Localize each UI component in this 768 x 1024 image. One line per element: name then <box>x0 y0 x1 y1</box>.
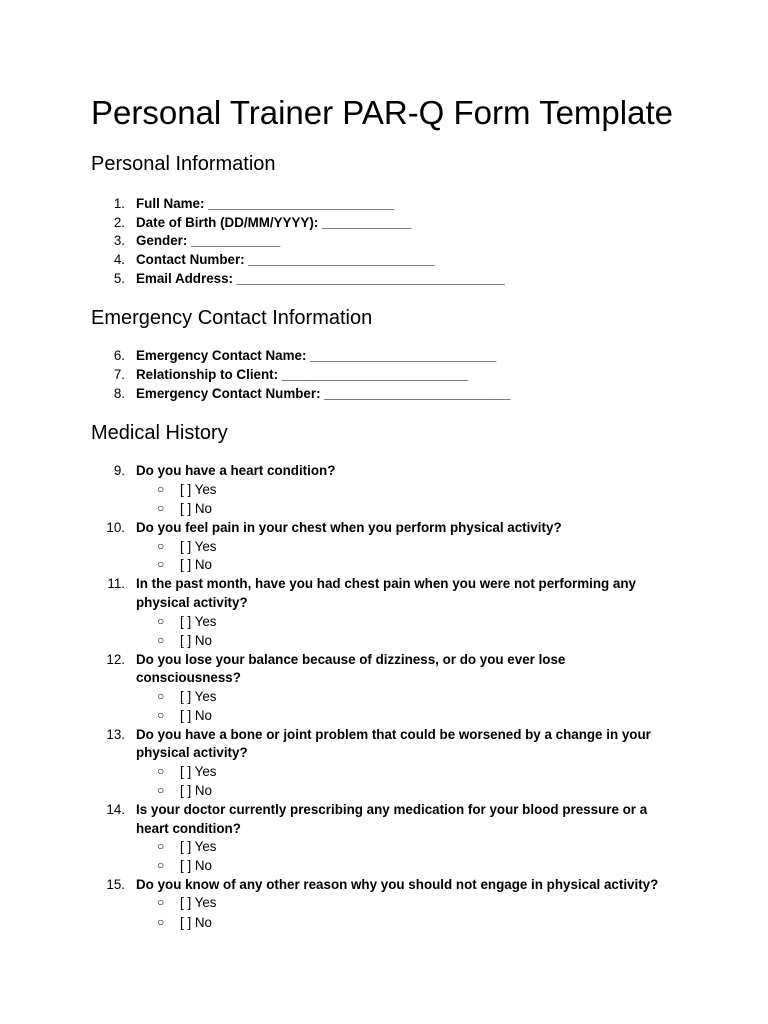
item-number: 13. <box>106 727 125 742</box>
item-number: 4. <box>113 252 125 267</box>
question-text: In the past month, have you had chest pain when you were not performing any <box>136 576 636 591</box>
question-line <box>0 725 768 744</box>
section-heading-medical: Medical History <box>91 422 228 444</box>
list-item <box>0 194 768 213</box>
item-number: 6. <box>113 348 125 363</box>
item-number: 7. <box>113 367 125 382</box>
option-yes-label[interactable]: [ ] Yes <box>180 839 217 854</box>
circle-bullet-icon: ○ <box>157 708 165 722</box>
option-no[interactable] <box>0 781 768 800</box>
section-heading-emergency: Emergency Contact Information <box>91 307 373 329</box>
item-number: 2. <box>113 215 125 230</box>
item-number: 12. <box>106 652 125 667</box>
circle-bullet-icon: ○ <box>157 764 165 778</box>
option-no-label[interactable]: [ ] No <box>180 501 212 516</box>
circle-bullet-icon: ○ <box>157 858 165 872</box>
option-no[interactable] <box>0 913 768 932</box>
option-no-label[interactable]: [ ] No <box>180 708 212 723</box>
option-yes-label[interactable]: [ ] Yes <box>180 764 217 779</box>
option-yes[interactable] <box>0 762 768 781</box>
circle-bullet-icon: ○ <box>157 895 165 909</box>
circle-bullet-icon: ○ <box>157 539 165 553</box>
question-line-continued <box>0 593 768 612</box>
question-line <box>0 574 768 593</box>
option-yes[interactable] <box>0 612 768 631</box>
option-no-label[interactable]: [ ] No <box>180 915 212 930</box>
question-text: Is your doctor currently prescribing any medication for your blood pressure or a <box>136 802 648 817</box>
question-text: Do you feel pain in your chest when you perform physical activity? <box>136 520 562 535</box>
list-item <box>0 231 768 250</box>
list-item <box>0 213 768 232</box>
option-no-label[interactable]: [ ] No <box>180 557 212 572</box>
option-no-label[interactable]: [ ] No <box>180 858 212 873</box>
page-title: Personal Trainer PAR-Q Form Template <box>91 94 673 131</box>
emergency-contact-number-field[interactable]: Emergency Contact Number: _________________________ <box>136 386 511 401</box>
circle-bullet-icon: ○ <box>157 614 165 628</box>
option-yes-label[interactable]: [ ] Yes <box>180 539 217 554</box>
item-number: 9. <box>113 463 125 478</box>
contact-number-field[interactable]: Contact Number: _________________________ <box>136 252 435 267</box>
gender-field[interactable]: Gender: ____________ <box>136 233 281 248</box>
option-yes[interactable] <box>0 537 768 556</box>
option-yes-label[interactable]: [ ] Yes <box>180 689 217 704</box>
item-number: 1. <box>113 196 125 211</box>
question-line <box>0 461 768 480</box>
relationship-field[interactable]: Relationship to Client: _________________________ <box>136 367 468 382</box>
circle-bullet-icon: ○ <box>157 482 165 496</box>
item-number: 8. <box>113 386 125 401</box>
question-text-continued: physical activity? <box>136 595 248 610</box>
question-line-continued <box>0 668 768 687</box>
option-yes-label[interactable]: [ ] Yes <box>180 614 217 629</box>
item-number: 3. <box>113 233 125 248</box>
question-text-continued: physical activity? <box>136 745 248 760</box>
option-no[interactable] <box>0 856 768 875</box>
circle-bullet-icon: ○ <box>157 915 165 929</box>
circle-bullet-icon: ○ <box>157 557 165 571</box>
list-item <box>0 346 768 365</box>
question-line-continued <box>0 819 768 838</box>
item-number: 11. <box>107 576 125 591</box>
question-line-continued <box>0 743 768 762</box>
full-name-field[interactable]: Full Name: _________________________ <box>136 196 395 211</box>
list-item <box>0 269 768 288</box>
option-no[interactable] <box>0 555 768 574</box>
date-of-birth-field[interactable]: Date of Birth (DD/MM/YYYY): ____________ <box>136 215 412 230</box>
list-item <box>0 365 768 384</box>
option-yes[interactable] <box>0 893 768 912</box>
list-item <box>0 250 768 269</box>
question-line <box>0 875 768 894</box>
emergency-contact-name-field[interactable]: Emergency Contact Name: _________________________ <box>136 348 497 363</box>
email-address-field[interactable]: Email Address: ____________________________________ <box>136 271 505 286</box>
option-yes[interactable] <box>0 687 768 706</box>
circle-bullet-icon: ○ <box>157 689 165 703</box>
question-text: Do you have a bone or joint problem that could be worsened by a change in your <box>136 727 651 742</box>
question-line <box>0 518 768 537</box>
option-no-label[interactable]: [ ] No <box>180 633 212 648</box>
circle-bullet-icon: ○ <box>157 839 165 853</box>
question-text: Do you know of any other reason why you should not engage in physical activity? <box>136 877 659 892</box>
list-item <box>0 384 768 403</box>
question-text: Do you have a heart condition? <box>136 463 336 478</box>
option-no[interactable] <box>0 499 768 518</box>
question-text-continued: heart condition? <box>136 821 241 836</box>
circle-bullet-icon: ○ <box>157 783 165 797</box>
option-yes[interactable] <box>0 837 768 856</box>
option-yes-label[interactable]: [ ] Yes <box>180 482 217 497</box>
option-no[interactable] <box>0 631 768 650</box>
option-no[interactable] <box>0 706 768 725</box>
item-number: 5. <box>113 271 125 286</box>
option-yes-label[interactable]: [ ] Yes <box>180 895 217 910</box>
option-no-label[interactable]: [ ] No <box>180 783 212 798</box>
circle-bullet-icon: ○ <box>157 501 165 515</box>
question-line <box>0 650 768 669</box>
item-number: 10. <box>106 520 125 535</box>
item-number: 15. <box>106 877 125 892</box>
question-text-continued: consciousness? <box>136 670 241 685</box>
question-text: Do you lose your balance because of dizziness, or do you ever lose <box>136 652 566 667</box>
option-yes[interactable] <box>0 480 768 499</box>
question-line <box>0 800 768 819</box>
circle-bullet-icon: ○ <box>157 633 165 647</box>
section-heading-personal: Personal Information <box>91 153 276 175</box>
item-number: 14. <box>106 802 125 817</box>
